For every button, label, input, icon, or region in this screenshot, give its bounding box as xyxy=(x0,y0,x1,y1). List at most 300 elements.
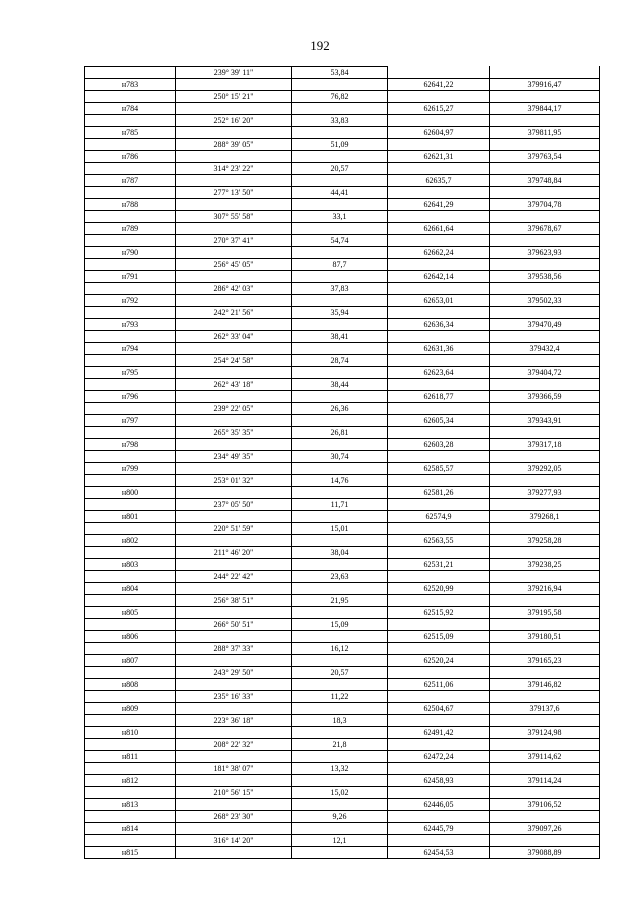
point-row xyxy=(85,655,600,667)
point-row xyxy=(85,583,600,595)
boundary-coordinates-table xyxy=(84,66,600,859)
distance-cell xyxy=(292,175,388,187)
y-coordinate-cell: 379623,93 xyxy=(490,247,600,259)
x-coordinate-cell: 62661,64 xyxy=(388,223,490,235)
segment-row xyxy=(85,379,600,391)
y-coordinate-cell xyxy=(490,379,600,391)
x-coordinate-cell: 62653,01 xyxy=(388,295,490,307)
angle-cell xyxy=(176,487,292,499)
distance-cell xyxy=(292,583,388,595)
x-coordinate-cell xyxy=(388,67,490,79)
y-coordinate-cell xyxy=(490,331,600,343)
angle-cell: 243° 29' 50" xyxy=(176,667,292,679)
distance-cell xyxy=(292,511,388,523)
segment-row xyxy=(85,595,600,607)
angle-cell xyxy=(176,175,292,187)
x-coordinate-cell xyxy=(388,619,490,631)
point-row xyxy=(85,823,600,835)
segment-row xyxy=(85,259,600,271)
point-name-cell: н787 xyxy=(85,175,176,187)
angle-cell xyxy=(176,511,292,523)
distance-cell: 9,26 xyxy=(292,811,388,823)
x-coordinate-cell xyxy=(388,211,490,223)
angle-cell xyxy=(176,151,292,163)
point-name-cell: н815 xyxy=(85,847,176,859)
angle-cell: 239° 39' 11" xyxy=(176,67,292,79)
y-coordinate-cell: 379502,33 xyxy=(490,295,600,307)
angle-cell: 235° 16' 33" xyxy=(176,691,292,703)
angle-cell: 181° 38' 07" xyxy=(176,763,292,775)
segment-row xyxy=(85,451,600,463)
point-name-cell: н814 xyxy=(85,823,176,835)
x-coordinate-cell xyxy=(388,715,490,727)
y-coordinate-cell xyxy=(490,427,600,439)
distance-cell xyxy=(292,79,388,91)
distance-cell: 30,74 xyxy=(292,451,388,463)
y-coordinate-cell xyxy=(490,91,600,103)
x-coordinate-cell: 62641,22 xyxy=(388,79,490,91)
x-coordinate-cell: 62574,9 xyxy=(388,511,490,523)
y-coordinate-cell: 379258,28 xyxy=(490,535,600,547)
x-coordinate-cell xyxy=(388,595,490,607)
segment-row xyxy=(85,667,600,679)
x-coordinate-cell: 62662,24 xyxy=(388,247,490,259)
y-coordinate-cell: 379106,52 xyxy=(490,799,600,811)
angle-cell xyxy=(176,703,292,715)
angle-cell: 268° 23' 30" xyxy=(176,811,292,823)
angle-cell: 286° 42' 03" xyxy=(176,283,292,295)
x-coordinate-cell xyxy=(388,427,490,439)
segment-row xyxy=(85,787,600,799)
angle-cell xyxy=(176,679,292,691)
point-name-cell: н812 xyxy=(85,775,176,787)
x-coordinate-cell xyxy=(388,355,490,367)
distance-cell: 51,09 xyxy=(292,139,388,151)
x-coordinate-cell xyxy=(388,523,490,535)
y-coordinate-cell: 379146,82 xyxy=(490,679,600,691)
segment-row xyxy=(85,139,600,151)
y-coordinate-cell xyxy=(490,595,600,607)
y-coordinate-cell: 379678,67 xyxy=(490,223,600,235)
angle-cell: 223° 36' 18" xyxy=(176,715,292,727)
point-row xyxy=(85,487,600,499)
point-name-cell xyxy=(85,835,176,847)
angle-cell: 256° 45' 05" xyxy=(176,259,292,271)
y-coordinate-cell xyxy=(490,643,600,655)
x-coordinate-cell: 62581,26 xyxy=(388,487,490,499)
distance-cell: 38,04 xyxy=(292,547,388,559)
point-name-cell xyxy=(85,619,176,631)
angle-cell: 288° 37' 33" xyxy=(176,643,292,655)
segment-row xyxy=(85,691,600,703)
point-name-cell: н809 xyxy=(85,703,176,715)
angle-cell xyxy=(176,319,292,331)
angle-cell xyxy=(176,583,292,595)
x-coordinate-cell: 62615,27 xyxy=(388,103,490,115)
y-coordinate-cell: 379404,72 xyxy=(490,367,600,379)
y-coordinate-cell: 379097,26 xyxy=(490,823,600,835)
point-row xyxy=(85,79,600,91)
x-coordinate-cell xyxy=(388,667,490,679)
distance-cell: 26,36 xyxy=(292,403,388,415)
y-coordinate-cell xyxy=(490,739,600,751)
distance-cell: 38,41 xyxy=(292,331,388,343)
point-name-cell xyxy=(85,307,176,319)
point-name-cell: н785 xyxy=(85,127,176,139)
point-row xyxy=(85,415,600,427)
y-coordinate-cell xyxy=(490,307,600,319)
point-name-cell: н813 xyxy=(85,799,176,811)
distance-cell xyxy=(292,439,388,451)
angle-cell: 210° 56' 15" xyxy=(176,787,292,799)
distance-cell xyxy=(292,487,388,499)
y-coordinate-cell xyxy=(490,523,600,535)
y-coordinate-cell: 379195,58 xyxy=(490,607,600,619)
y-coordinate-cell: 379317,18 xyxy=(490,439,600,451)
point-name-cell xyxy=(85,427,176,439)
y-coordinate-cell: 379748,84 xyxy=(490,175,600,187)
segment-row xyxy=(85,355,600,367)
angle-cell xyxy=(176,655,292,667)
point-name-cell xyxy=(85,187,176,199)
point-name-cell: н788 xyxy=(85,199,176,211)
point-row xyxy=(85,535,600,547)
angle-cell: 254° 24' 58" xyxy=(176,355,292,367)
distance-cell: 33,83 xyxy=(292,115,388,127)
point-name-cell: н794 xyxy=(85,343,176,355)
distance-cell: 20,57 xyxy=(292,163,388,175)
angle-cell xyxy=(176,103,292,115)
y-coordinate-cell: 379137,6 xyxy=(490,703,600,715)
point-name-cell xyxy=(85,163,176,175)
angle-cell xyxy=(176,127,292,139)
segment-row xyxy=(85,523,600,535)
angle-cell: 242° 21' 56" xyxy=(176,307,292,319)
segment-row xyxy=(85,427,600,439)
x-coordinate-cell: 62520,99 xyxy=(388,583,490,595)
y-coordinate-cell: 379470,49 xyxy=(490,319,600,331)
point-row xyxy=(85,463,600,475)
distance-cell xyxy=(292,319,388,331)
y-coordinate-cell: 379238,25 xyxy=(490,559,600,571)
y-coordinate-cell xyxy=(490,115,600,127)
distance-cell xyxy=(292,391,388,403)
x-coordinate-cell: 62604,97 xyxy=(388,127,490,139)
distance-cell xyxy=(292,343,388,355)
point-name-cell: н807 xyxy=(85,655,176,667)
y-coordinate-cell xyxy=(490,763,600,775)
x-coordinate-cell xyxy=(388,643,490,655)
y-coordinate-cell: 379114,62 xyxy=(490,751,600,763)
angle-cell xyxy=(176,559,292,571)
point-name-cell xyxy=(85,91,176,103)
x-coordinate-cell: 62511,06 xyxy=(388,679,490,691)
distance-cell xyxy=(292,631,388,643)
y-coordinate-cell xyxy=(490,67,600,79)
y-coordinate-cell xyxy=(490,547,600,559)
y-coordinate-cell xyxy=(490,715,600,727)
x-coordinate-cell: 62618,77 xyxy=(388,391,490,403)
x-coordinate-cell: 62623,64 xyxy=(388,367,490,379)
x-coordinate-cell xyxy=(388,571,490,583)
point-row xyxy=(85,559,600,571)
point-name-cell xyxy=(85,691,176,703)
y-coordinate-cell: 379916,47 xyxy=(490,79,600,91)
x-coordinate-cell: 62515,09 xyxy=(388,631,490,643)
angle-cell xyxy=(176,367,292,379)
point-name-cell xyxy=(85,259,176,271)
angle-cell xyxy=(176,391,292,403)
x-coordinate-cell xyxy=(388,331,490,343)
angle-cell xyxy=(176,751,292,763)
point-name-cell xyxy=(85,643,176,655)
point-row xyxy=(85,751,600,763)
point-name-cell xyxy=(85,283,176,295)
distance-cell: 35,94 xyxy=(292,307,388,319)
angle-cell xyxy=(176,439,292,451)
distance-cell xyxy=(292,151,388,163)
x-coordinate-cell: 62603,28 xyxy=(388,439,490,451)
y-coordinate-cell xyxy=(490,283,600,295)
segment-row xyxy=(85,211,600,223)
angle-cell: 239° 22' 05" xyxy=(176,403,292,415)
y-coordinate-cell xyxy=(490,163,600,175)
y-coordinate-cell: 379124,98 xyxy=(490,727,600,739)
point-name-cell: н790 xyxy=(85,247,176,259)
x-coordinate-cell xyxy=(388,739,490,751)
distance-cell: 76,82 xyxy=(292,91,388,103)
x-coordinate-cell xyxy=(388,379,490,391)
x-coordinate-cell: 62454,53 xyxy=(388,847,490,859)
y-coordinate-cell xyxy=(490,811,600,823)
angle-cell xyxy=(176,463,292,475)
y-coordinate-cell: 379704,78 xyxy=(490,199,600,211)
segment-row xyxy=(85,187,600,199)
segment-row xyxy=(85,163,600,175)
angle-cell xyxy=(176,607,292,619)
angle-cell: 253° 01' 32" xyxy=(176,475,292,487)
y-coordinate-cell: 379180,51 xyxy=(490,631,600,643)
point-name-cell xyxy=(85,355,176,367)
segment-row xyxy=(85,331,600,343)
point-row xyxy=(85,199,600,211)
segment-row xyxy=(85,67,600,79)
point-name-cell xyxy=(85,547,176,559)
distance-cell xyxy=(292,223,388,235)
distance-cell xyxy=(292,415,388,427)
point-name-cell xyxy=(85,67,176,79)
y-coordinate-cell: 379216,94 xyxy=(490,583,600,595)
angle-cell: 256° 38' 51" xyxy=(176,595,292,607)
point-name-cell: н784 xyxy=(85,103,176,115)
distance-cell xyxy=(292,463,388,475)
point-row xyxy=(85,223,600,235)
angle-cell: 288° 39' 05" xyxy=(176,139,292,151)
x-coordinate-cell xyxy=(388,259,490,271)
y-coordinate-cell: 379844,17 xyxy=(490,103,600,115)
y-coordinate-cell xyxy=(490,139,600,151)
distance-cell xyxy=(292,199,388,211)
segment-row xyxy=(85,739,600,751)
x-coordinate-cell xyxy=(388,763,490,775)
angle-cell: 211° 46' 20" xyxy=(176,547,292,559)
angle-cell xyxy=(176,295,292,307)
point-name-cell xyxy=(85,523,176,535)
point-row xyxy=(85,103,600,115)
x-coordinate-cell: 62445,79 xyxy=(388,823,490,835)
page-number: 192 xyxy=(310,38,330,53)
point-name-cell: н792 xyxy=(85,295,176,307)
point-row xyxy=(85,151,600,163)
x-coordinate-cell xyxy=(388,691,490,703)
x-coordinate-cell: 62585,57 xyxy=(388,463,490,475)
distance-cell: 44,41 xyxy=(292,187,388,199)
point-name-cell: н797 xyxy=(85,415,176,427)
distance-cell xyxy=(292,727,388,739)
distance-cell xyxy=(292,367,388,379)
point-row xyxy=(85,271,600,283)
point-name-cell: н810 xyxy=(85,727,176,739)
point-name-cell xyxy=(85,739,176,751)
y-coordinate-cell xyxy=(490,667,600,679)
segment-row xyxy=(85,715,600,727)
distance-cell: 33,1 xyxy=(292,211,388,223)
x-coordinate-cell: 62621,31 xyxy=(388,151,490,163)
y-coordinate-cell: 379538,56 xyxy=(490,271,600,283)
point-name-cell: н808 xyxy=(85,679,176,691)
y-coordinate-cell: 379292,05 xyxy=(490,463,600,475)
point-row xyxy=(85,247,600,259)
segment-row xyxy=(85,307,600,319)
point-name-cell: н793 xyxy=(85,319,176,331)
y-coordinate-cell xyxy=(490,475,600,487)
x-coordinate-cell xyxy=(388,451,490,463)
point-name-cell xyxy=(85,475,176,487)
distance-cell xyxy=(292,271,388,283)
distance-cell: 38,44 xyxy=(292,379,388,391)
x-coordinate-cell: 62605,34 xyxy=(388,415,490,427)
point-name-cell: н806 xyxy=(85,631,176,643)
segment-row xyxy=(85,571,600,583)
x-coordinate-cell xyxy=(388,475,490,487)
y-coordinate-cell xyxy=(490,691,600,703)
x-coordinate-cell xyxy=(388,163,490,175)
point-row xyxy=(85,391,600,403)
x-coordinate-cell xyxy=(388,139,490,151)
distance-cell: 12,1 xyxy=(292,835,388,847)
angle-cell: 208° 22' 32" xyxy=(176,739,292,751)
point-row xyxy=(85,175,600,187)
angle-cell xyxy=(176,271,292,283)
point-row xyxy=(85,727,600,739)
point-row xyxy=(85,775,600,787)
point-name-cell: н799 xyxy=(85,463,176,475)
distance-cell xyxy=(292,703,388,715)
point-name-cell: н786 xyxy=(85,151,176,163)
point-name-cell xyxy=(85,787,176,799)
distance-cell: 15,01 xyxy=(292,523,388,535)
point-row xyxy=(85,439,600,451)
point-name-cell xyxy=(85,811,176,823)
angle-cell xyxy=(176,775,292,787)
segment-row xyxy=(85,475,600,487)
angle-cell: 252° 16' 20" xyxy=(176,115,292,127)
y-coordinate-cell xyxy=(490,835,600,847)
angle-cell: 266° 50' 51" xyxy=(176,619,292,631)
x-coordinate-cell: 62642,14 xyxy=(388,271,490,283)
distance-cell: 54,74 xyxy=(292,235,388,247)
x-coordinate-cell xyxy=(388,403,490,415)
angle-cell: 234° 49' 35" xyxy=(176,451,292,463)
distance-cell xyxy=(292,775,388,787)
y-coordinate-cell xyxy=(490,403,600,415)
y-coordinate-cell xyxy=(490,571,600,583)
point-row xyxy=(85,679,600,691)
angle-cell xyxy=(176,223,292,235)
distance-cell: 21,95 xyxy=(292,595,388,607)
distance-cell: 26,81 xyxy=(292,427,388,439)
x-coordinate-cell xyxy=(388,283,490,295)
y-coordinate-cell: 379811,95 xyxy=(490,127,600,139)
x-coordinate-cell: 62563,55 xyxy=(388,535,490,547)
angle-cell xyxy=(176,799,292,811)
distance-cell: 37,83 xyxy=(292,283,388,295)
point-row xyxy=(85,799,600,811)
distance-cell xyxy=(292,751,388,763)
distance-cell: 15,09 xyxy=(292,619,388,631)
distance-cell xyxy=(292,799,388,811)
angle-cell xyxy=(176,847,292,859)
point-name-cell xyxy=(85,499,176,511)
x-coordinate-cell xyxy=(388,91,490,103)
x-coordinate-cell xyxy=(388,835,490,847)
point-name-cell: н789 xyxy=(85,223,176,235)
x-coordinate-cell xyxy=(388,499,490,511)
x-coordinate-cell xyxy=(388,547,490,559)
distance-cell: 20,57 xyxy=(292,667,388,679)
angle-cell: 265° 35' 35" xyxy=(176,427,292,439)
y-coordinate-cell: 379432,4 xyxy=(490,343,600,355)
point-name-cell: н783 xyxy=(85,79,176,91)
distance-cell xyxy=(292,607,388,619)
segment-row xyxy=(85,643,600,655)
segment-row xyxy=(85,235,600,247)
point-name-cell xyxy=(85,763,176,775)
y-coordinate-cell xyxy=(490,259,600,271)
angle-cell xyxy=(176,247,292,259)
x-coordinate-cell: 62641,29 xyxy=(388,199,490,211)
angle-cell: 244° 22' 42" xyxy=(176,571,292,583)
distance-cell xyxy=(292,103,388,115)
segment-row xyxy=(85,115,600,127)
distance-cell xyxy=(292,535,388,547)
point-name-cell: н804 xyxy=(85,583,176,595)
point-name-cell: н798 xyxy=(85,439,176,451)
point-name-cell: н803 xyxy=(85,559,176,571)
distance-cell: 15,02 xyxy=(292,787,388,799)
segment-row xyxy=(85,283,600,295)
y-coordinate-cell xyxy=(490,499,600,511)
distance-cell xyxy=(292,679,388,691)
distance-cell: 28,74 xyxy=(292,355,388,367)
distance-cell xyxy=(292,847,388,859)
angle-cell: 277° 13' 50" xyxy=(176,187,292,199)
x-coordinate-cell xyxy=(388,811,490,823)
y-coordinate-cell xyxy=(490,355,600,367)
distance-cell: 87,7 xyxy=(292,259,388,271)
x-coordinate-cell: 62531,21 xyxy=(388,559,490,571)
point-name-cell: н802 xyxy=(85,535,176,547)
